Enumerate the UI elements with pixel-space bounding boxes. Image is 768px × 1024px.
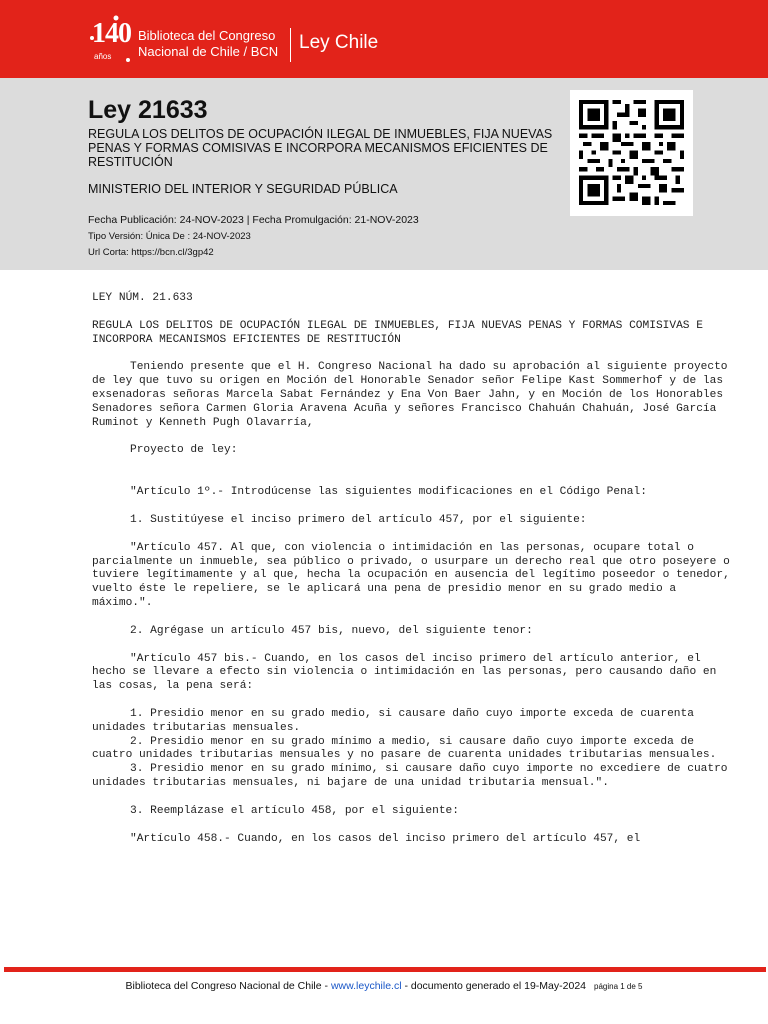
- paragraph-proyecto: Proyecto de ley:: [130, 444, 238, 457]
- footer-prefix: Biblioteca del Congreso Nacional de Chile -: [125, 980, 331, 992]
- top-banner: [0, 0, 768, 78]
- paragraph-item-1: 1. Sustitúyese el inciso primero del artículo 457, por el siguiente:: [130, 513, 587, 526]
- paragraph-pena-3: 3. Presidio menor en su grado mínimo, si causare daño cuyo importe no excediere de cuatro unidades tributarias mensuales, ni bajare de una unidad tributaria mensual.".: [92, 763, 735, 789]
- footer-link[interactable]: www.leychile.cl: [330, 980, 402, 992]
- law-dates: Fecha Publicación: 24-NOV-2023 | Fecha Promulgación: 21-NOV-2023: [88, 214, 419, 226]
- bcn-logo[interactable]: [88, 14, 134, 64]
- paragraph-articulo-457-bis: "Artículo 457 bis.- Cuando, en los casos del inciso primero del artículo anterior, el hecho se llevare a efecto sin violencia o intimidación en las personas, pero causando daño en las cosas, la pena será:: [92, 652, 724, 693]
- library-name: [138, 28, 278, 60]
- law-heading: REGULA LOS DELITOS DE OCUPACIÓN ILEGAL DE INMUEBLES, FIJA NUEVAS PENAS Y FORMAS COMISIVAS E INCORPORA MECANISMOS EFICIENTES DE RESTITUCIÓN: [92, 319, 710, 346]
- paragraph-item-2: 2. Agrégase un artículo 457 bis, nuevo, del siguiente tenor:: [130, 624, 533, 637]
- footer-suffix: - documento generado el 19-May-2024: [401, 980, 586, 992]
- paragraph-item-3: 3. Reemplázase el artículo 458, por el siguiente:: [130, 804, 459, 817]
- law-subtitle: REGULA LOS DELITOS DE OCUPACIÓN ILEGAL DE INMUEBLES, FIJA NUEVAS PENAS Y FORMAS COMISIVAS E INCORPORA MECANISMOS EFICIENTES DE RESTITUCIÓN: [88, 127, 553, 169]
- library-name-line2: Nacional de Chile / BCN: [138, 44, 279, 59]
- qr-code[interactable]: [570, 90, 693, 216]
- paragraph-articulo-458: "Artículo 458.- Cuando, en los casos del inciso primero del artículo 457, el: [130, 832, 641, 845]
- law-ministry: MINISTERIO DEL INTERIOR Y SEGURIDAD PÚBLICA: [88, 182, 398, 196]
- paragraph-articulo-1: "Artículo 1º.- Introdúcense las siguientes modificaciones en el Código Penal:: [130, 486, 647, 499]
- logo-140-text: 140: [92, 18, 131, 49]
- law-title: Ley 21633: [88, 96, 208, 124]
- law-body: [92, 292, 737, 846]
- law-version: Tipo Versión: Única De : 24-NOV-2023: [88, 231, 251, 242]
- paragraph-pena-2: 2. Presidio menor en su grado mínimo a medio, si causare daño cuyo importe exceda de cuatro unidades tributarias mensuales y no pasare de cuarenta unidades tributarias mensuales.: [92, 735, 717, 762]
- library-name-line1: Biblioteca del Congreso: [138, 28, 276, 43]
- law-number: LEY NÚM. 21.633: [92, 292, 193, 304]
- paragraph-articulo-457: "Artículo 457. Al que, con violencia o intimidación en las personas, ocupare total o parcialmente un inmueble, sea público o privado, o usurpare un derecho real que otro poseyere o tuviere legítimamente y al que, hecha la ocupación en ausencia del legítimo poseedor o tenedor, vuelto éste le repeliere, se le aplicará una pena de presidio menor en su grado medio a máximo.".: [92, 541, 737, 609]
- footer: [0, 980, 768, 992]
- paragraph-pena-1: 1. Presidio menor en su grado medio, si causare daño cuyo importe exceda de cuarenta unidades tributarias mensuales.: [92, 707, 701, 734]
- footer-divider: [4, 967, 766, 972]
- logo-anos-text: años: [94, 52, 112, 61]
- qr-code-icon: [579, 100, 684, 205]
- law-short-url[interactable]: Url Corta: https://bcn.cl/3gp42: [88, 247, 214, 258]
- paragraph-preamble: Teniendo presente que el H. Congreso Nacional ha dado su aprobación al siguiente proyecto de ley que tuvo su origen en Moción del Honorable Senador señor Felipe Kast Sommerhof y de las exsenadoras señoras Marcela Sabat Fernández y Ena Von Baer Jahn, y en Moción de los Honorables Senadores señora Carmen Gloria Aravena Acuña y señores Francisco Chahuán Chahuán, José García Ruminot y Kenneth Pugh Olavarría,: [92, 361, 735, 429]
- ley-chile-logo[interactable]: Ley Chile: [299, 32, 379, 53]
- page-number: página 1 de 5: [594, 982, 643, 991]
- logo-divider: [290, 28, 291, 62]
